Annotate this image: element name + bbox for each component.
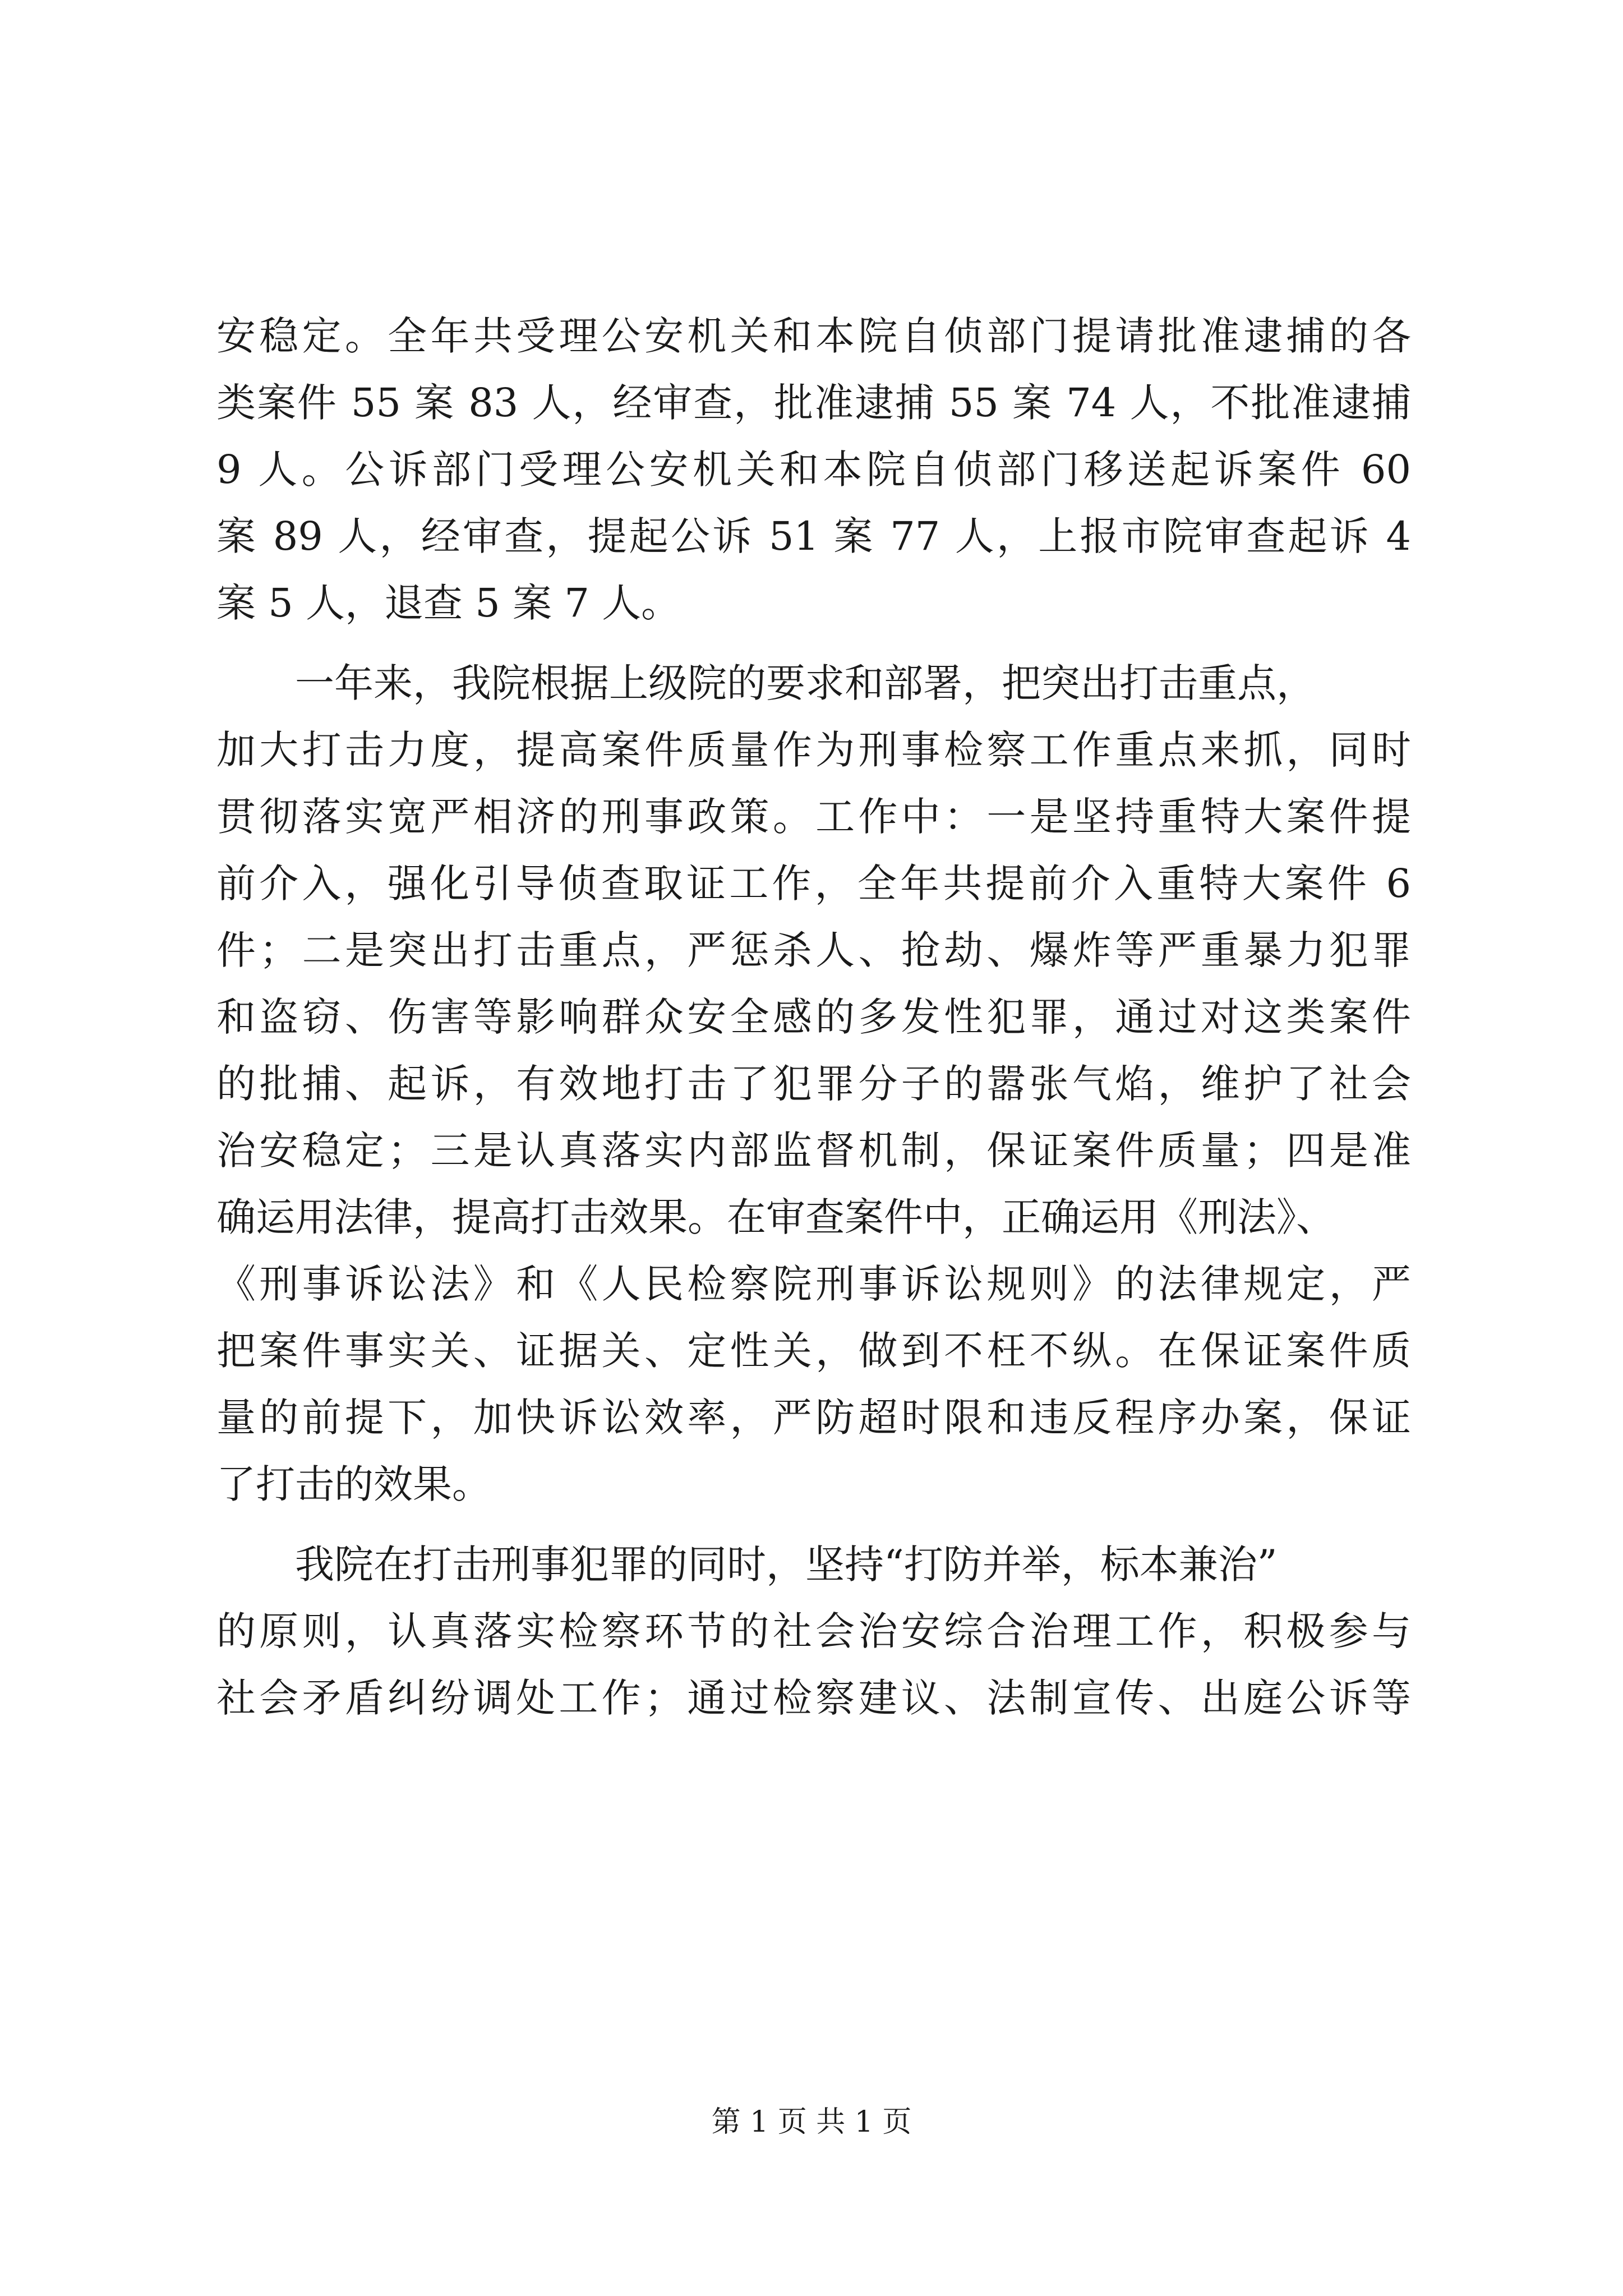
- text-line: 把案件事实关、证据关、定性关，做到不枉不纵。在保证案件质: [216, 1328, 1411, 1374]
- page-number-label: 第 1 页 共 1 页: [711, 2105, 912, 2139]
- text-line: 类案件 55 案 83 人，经审查，批准逮捕 55 案 74 人，不批准逮捕: [216, 380, 1411, 426]
- text-line: 量的前提下，加快诉讼效率，严防超时限和违反程序办案，保证: [216, 1395, 1411, 1441]
- text-line: 和盗窃、伤害等影响群众安全感的多发性犯罪，通过对这类案件: [216, 994, 1411, 1040]
- text-line: 案 5 人，退查 5 案 7 人。: [216, 580, 681, 626]
- text-line: 9 人。公诉部门受理公安机关和本院自侦部门移送起诉案件 60: [216, 447, 1411, 493]
- text-line: 件；二是突出打击重点，严惩杀人、抢劫、爆炸等严重暴力犯罪: [216, 927, 1411, 973]
- text-line: 的批捕、起诉，有效地打击了犯罪分子的嚣张气焰，维护了社会: [216, 1061, 1411, 1107]
- text-line: 安稳定。全年共受理公安机关和本院自侦部门提请批准逮捕的各: [216, 313, 1411, 359]
- text-line: 了打击的效果。: [216, 1461, 491, 1507]
- text-line: 我院在打击刑事犯罪的同时，坚持“打防并举，标本兼治”: [295, 1542, 1278, 1588]
- text-line: 案 89 人，经审查，提起公诉 51 案 77 人，上报市院审查起诉 4: [216, 513, 1411, 559]
- text-line: 治安稳定；三是认真落实内部监督机制，保证案件质量；四是准: [216, 1128, 1411, 1174]
- text-line: 的原则，认真落实检察环节的社会治安综合治理工作，积极参与: [216, 1608, 1411, 1654]
- text-line: 确运用法律，提高打击效果。在审查案件中，正确运用《刑法》、: [216, 1194, 1335, 1240]
- text-line: 一年来，我院根据上级院的要求和部署，把突出打击重点，: [295, 660, 1316, 706]
- page-footer: [0, 2098, 1623, 2140]
- text-line: 贯彻落实宽严相济的刑事政策。工作中：一是坚持重特大案件提: [216, 794, 1411, 840]
- text-line: 前介入，强化引导侦查取证工作，全年共提前介入重特大案件 6: [216, 861, 1411, 907]
- text-line: 社会矛盾纠纷调处工作；通过检察建议、法制宣传、出庭公诉等: [216, 1675, 1411, 1721]
- document-body: [216, 303, 1411, 1732]
- text-line: 《刑事诉讼法》和《人民检察院刑事诉讼规则》的法律规定，严: [216, 1261, 1411, 1307]
- text-line: 加大打击力度，提高案件质量作为刑事检察工作重点来抓，同时: [216, 727, 1411, 773]
